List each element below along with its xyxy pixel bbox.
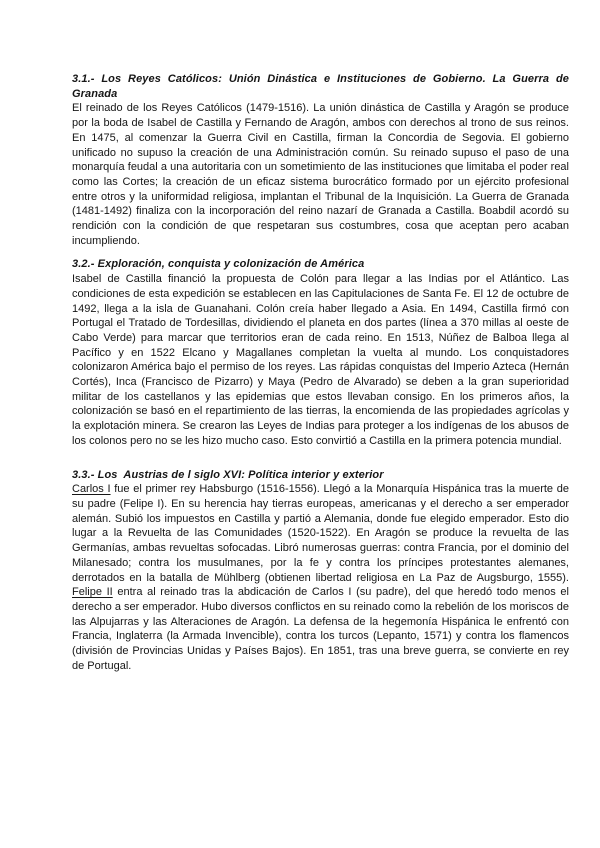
document-content [0,72,600,673]
section-austrias-siglo-xvi [72,468,569,674]
section-heading-3-1: 3.1.- Los Reyes Católicos: Unión Dinástica e Instituciones de Gobierno. La Guerra de Granada [72,73,573,100]
section-paragraph-3-1 [72,101,569,248]
text-run: Isabel de Castilla financió la propuesta de Colón para llegar a las Indias por el Atlántico. Las condiciones de esta expedición se establecen en las Capitulaciones de Santa Fe. El 12 de octubre de 1492, llega a la isla de Guanahani. Colón creía haber llegado a Asia. En 1494, Castilla firmó con Portugal el Tratado de Tordesillas, dividiendo el planeta en dos partes (línea a 370 millas al oeste de Cabo Verde) para marcar que territorios eran de cada reino. En 1513, Núñez de Balboa llega al Pacífico y en 1522 Elcano y Magallanes completan la vuelta al mundo. Los conquistadores colonizaron América bajo el permiso de los reyes. Las rápidas conquistas del Imperio Azteca (Hernán Cortés), Inca (Francisco de Pizarro) y Maya (Pedro de Alvarado) se deben a la gran superioridad militar de los castellanos y las epidemias que estos llevaban consigo. En los primeros años, la colonización se basó en el repartimiento de las tierras, la encomienda de las propiedades agrícolas y la explotación minera. Se crearon las Leyes de Indias para proteger a los indígenas de los abusos de los colonos pero no se les hizo mucho caso. Esto convirtió a Castilla en la primera potencia mundial. [72,273,569,447]
section-paragraph-3-3 [72,482,569,673]
text-run: El reinado de los Reyes Católicos (1479-1516). La unión dinástica de Castilla y Aragón se produce por la boda de Isabel de Castilla y Fernando de Aragón, ambos con derechos al trono de sus reinos. En 1475, al comenzar la Guerra Civil en Castilla, firman la Concordia de Segovia. El gobierno unificado no supuso la creación de una Administración común. Su reinado supuso el paso de una monarquía feudal a una autoritaria con un sometimiento de las instituciones que limitaba el poder real como las Cortes; la creación de un eficaz sistema burocrático formado por un ejército profesional entre otros y la uniformidad religiosa, implantan el Tribunal de la Inquisición. La Guerra de Granada (1481-1492) finaliza con la incorporación del reino nazarí de Granada a Castilla. Boabdil acordó su rendición con la condición de que respetaran sus costumbres, cosa que aceptan pero acaban incumpliendo. [72,102,569,247]
section-paragraph-3-2 [72,272,569,448]
underlined-term: Felipe II [72,586,113,599]
text-run: entra al reinado tras la abdicación de Carlos I (su padre), del que heredó todo menos el derecho a ser emperador. Hubo diversos conflictos en su reinado como la rebelión de los moriscos de las Alpujarras y las Alteraciones de Aragón. La defensa de la hegemonía Hispánica le enfrentó con Francia, Inglaterra (la Armada Invencible), contra los turcos (Lepanto, 1571) y contra los flamencos (división de Provincias Unidas y Países Bajos). En 1851, tras una breve guerra, se convierte en rey de Portugal. [72,586,569,672]
section-reyes-catolicos [72,72,573,248]
underlined-term: Carlos I [72,483,111,496]
text-run: fue el primer rey Habsburgo (1516-1556). Llegó a la Monarquía Hispánica tras la muerte de su padre (Felipe I). En su herencia hay tierras europeas, americanas y el derecho a ser emperador alemán. Subió los impuestos en Castilla y partió a Alemania, donde fue elegido emperador. Esto dio lugar a la Revuelta de las Comunidades (1520-1522). En Aragón se produce la revuelta de las Germanías, ambas revueltas sofocadas. Libró numerosas guerras: contra Francia, por el dominio del Milanesado; contra los musulmanes, por la fe y contra los príncipes protestantes alemanes, derrotados en la batalla de Mühlberg (obtienen libertad religiosa en La Paz de Augsburgo, 1555). [72,483,569,584]
section-heading-3-3: 3.3.- Los Austrias de l siglo XVI: Política interior y exterior [72,468,384,481]
section-exploracion-america [72,257,569,448]
section-heading-3-2: 3.2.- Exploración, conquista y colonización de América [72,258,365,271]
